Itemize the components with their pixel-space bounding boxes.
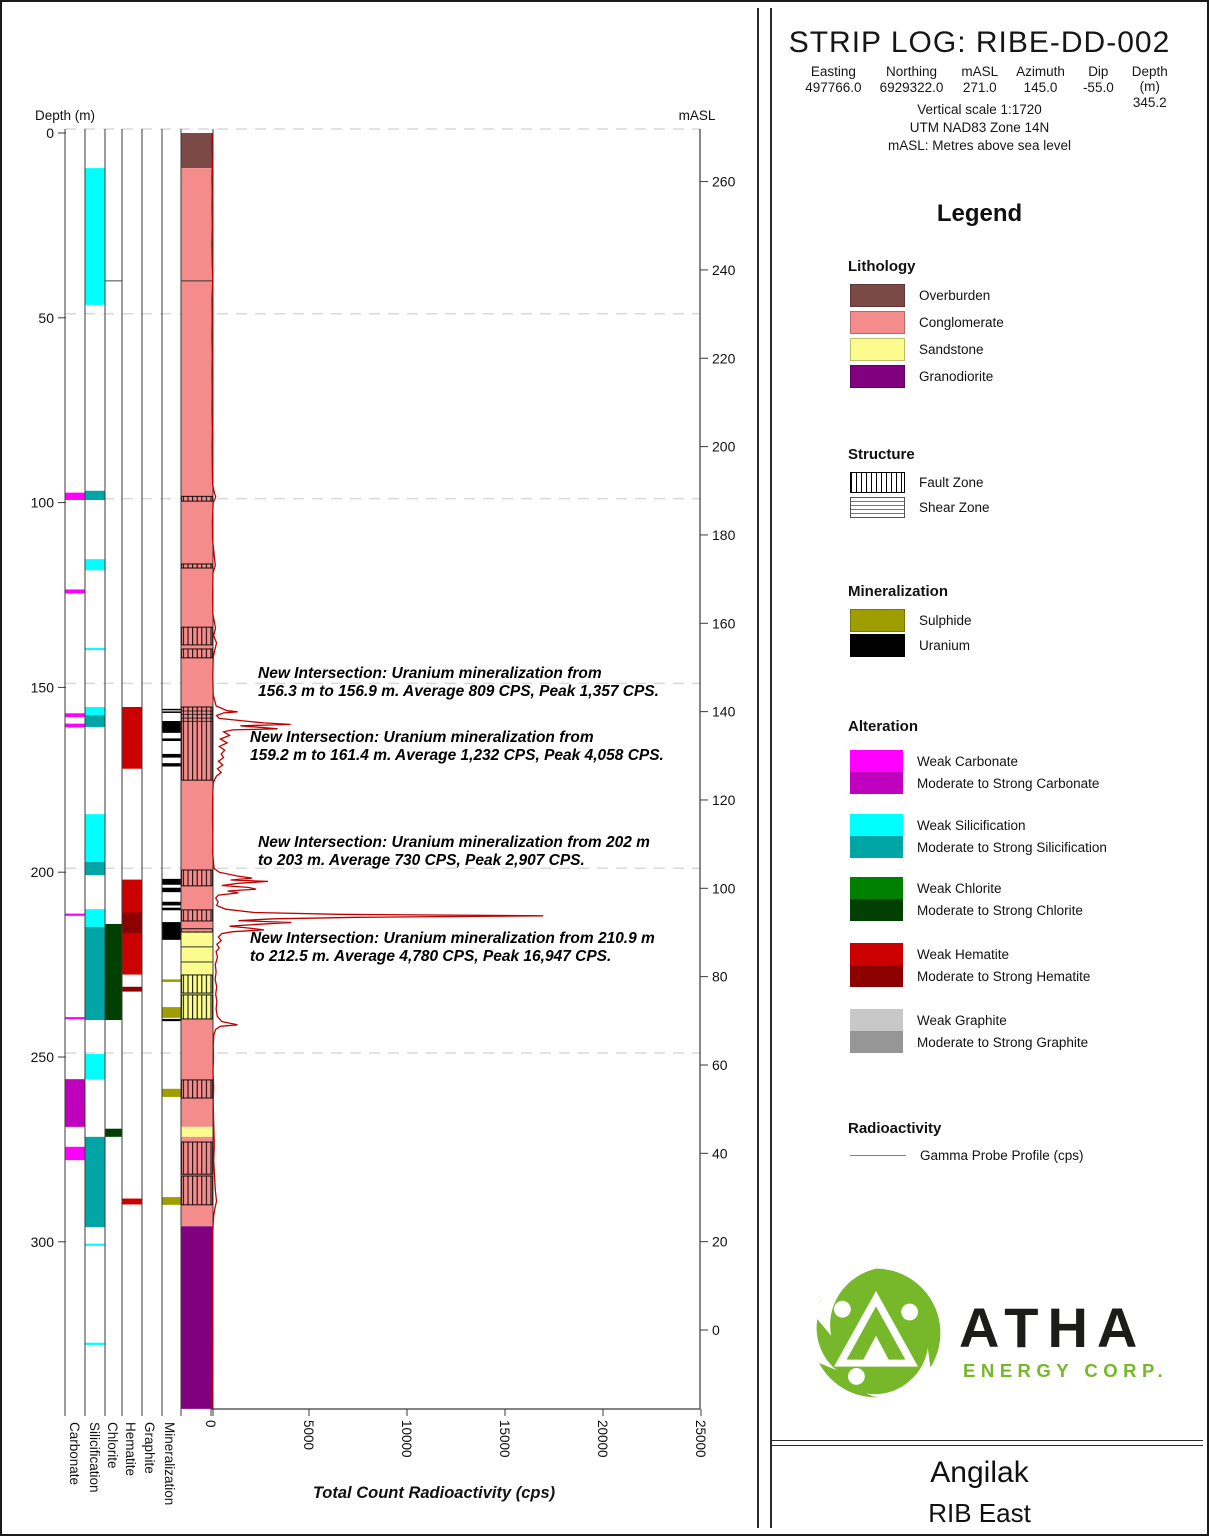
annotation-line: to 203 m. Average 730 CPS, Peak 2,907 CPS.: [258, 851, 585, 869]
masl-tick-label: 140: [712, 703, 736, 720]
fault-zone: [182, 649, 213, 658]
cps-tick-label: 25000: [693, 1420, 708, 1458]
fault-zone: [182, 995, 213, 1019]
column-label-hematite: Hematite: [123, 1422, 138, 1477]
legend-label: Weak Carbonate: [917, 753, 1019, 769]
depth-tick-label: 100: [30, 494, 54, 511]
sulphide-interval: [163, 979, 181, 982]
masl-tick-label: 200: [712, 438, 736, 455]
lithology-interval-conglomerate: [181, 168, 213, 932]
column-label-chlorite: Chlorite: [105, 1422, 120, 1469]
silicification-weak-interval: [86, 814, 105, 862]
field-label: Easting: [810, 64, 856, 79]
masl-tick-label: 20: [712, 1233, 728, 1250]
masl-tick-label: 240: [712, 261, 736, 278]
field-value: 145.0: [1023, 80, 1058, 95]
footer-divider: [770, 1440, 1203, 1446]
uranium-interval: [163, 922, 181, 940]
company-logo: [806, 1263, 1186, 1413]
cps-tick-label: 20000: [595, 1420, 610, 1458]
masl-tick-label: 0: [712, 1322, 720, 1339]
carbonate-weak-interval: [66, 589, 85, 593]
silicification-weak-interval: [86, 1244, 105, 1246]
field-value: 271.0: [962, 80, 997, 95]
legend-label: Sandstone: [919, 342, 984, 357]
legend-swatch-weak-carbonate: [850, 750, 903, 772]
silicification-weak-interval: [86, 1054, 105, 1079]
cps-tick-label: 0: [203, 1420, 218, 1428]
silicification-strong-interval: [86, 1137, 105, 1227]
carbonate-weak-interval: [66, 1147, 85, 1160]
uranium-interval: [163, 902, 181, 906]
carbonate-weak-interval: [66, 724, 85, 728]
legend-label: Overburden: [919, 288, 991, 303]
annotation-intersection-4: [250, 930, 655, 965]
legend-swatch-weak-graphite: [850, 1009, 903, 1031]
legend-label: Weak Chlorite: [917, 880, 1002, 896]
fault-zone: [182, 1080, 213, 1098]
legend-swatch-strong-chlorite: [850, 899, 903, 921]
shear-zone: [182, 929, 213, 932]
masl-definition: mASL: Metres above sea level: [887, 137, 1072, 153]
hematite-weak-interval: [123, 707, 142, 769]
project-name: Angilak: [930, 1456, 1029, 1489]
legend-swatch-granodiorite: [850, 365, 905, 388]
legend-swatch-strong-hematite: [850, 965, 903, 987]
legend-swatch-sandstone: [850, 338, 905, 361]
legend-label: Moderate to Strong Carbonate: [917, 775, 1100, 791]
legend-gamma-line: [850, 1155, 906, 1156]
hematite-weak-interval: [123, 934, 142, 975]
uranium-interval: [163, 721, 181, 733]
field-value: -55.0: [1082, 80, 1114, 95]
depth-tick-label: 300: [30, 1233, 54, 1250]
map-scale-info: [770, 101, 1189, 154]
legend-swatch-uranium: [850, 634, 905, 657]
legend-label: Weak Graphite: [917, 1012, 1007, 1028]
strip-log-chart: [2, 2, 759, 1536]
uranium-interval: [163, 711, 181, 713]
field-label: Depth (m): [1131, 64, 1168, 94]
depth-tick-label: 0: [46, 125, 54, 141]
field-value: 6929322.0: [879, 80, 944, 95]
legend-swatch-weak-silicification: [850, 814, 903, 836]
legend-label: Moderate to Strong Hematite: [917, 968, 1091, 984]
masl-tick-label: 160: [712, 615, 736, 632]
sulphide-interval: [163, 1007, 181, 1018]
legend-heading-structure: Structure: [848, 446, 915, 463]
carbonate-weak-interval: [66, 914, 85, 916]
sulphide-interval: [163, 1197, 181, 1205]
lithology-interval-conglomerate: [181, 1019, 213, 1127]
cps-axis-title: Total Count Radioactivity (cps): [312, 1484, 556, 1502]
annotation-line: 159.2 m to 161.4 m. Average 1,232 CPS, Peak 4,058 CPS.: [250, 746, 664, 764]
field-value: 497766.0: [805, 80, 862, 95]
annotation-line: to 212.5 m. Average 4,780 CPS, Peak 16,947 CPS.: [250, 947, 612, 965]
legend-heading-mineralization: Mineralization: [848, 583, 949, 600]
fault-zone: [182, 627, 213, 645]
legend-swatch-conglomerate: [850, 311, 905, 334]
legend-label: Fault Zone: [919, 475, 984, 490]
cps-tick-label: 10000: [399, 1420, 414, 1458]
legend-swatch-strong-graphite: [850, 1031, 903, 1053]
annotation-line: New Intersection: Uranium mineralization from: [258, 665, 602, 682]
legend-label: Moderate to Strong Chlorite: [917, 902, 1083, 918]
hematite-strong-interval: [123, 912, 142, 933]
silicification-weak-interval: [86, 707, 105, 715]
annotation-intersection-2: [250, 729, 664, 764]
masl-tick-label: 260: [712, 173, 736, 190]
masl-tick-label: 180: [712, 526, 736, 543]
legend-heading-radioactivity: Radioactivity: [848, 1120, 942, 1137]
masl-tick-label: 220: [712, 350, 736, 367]
masl-tick-label: 120: [712, 791, 736, 808]
chlorite-strong-interval: [106, 1129, 122, 1137]
carbonate-weak-interval: [66, 493, 85, 500]
fault-zone: [182, 1142, 213, 1174]
logo-brand-text: ATHA: [959, 1296, 1147, 1359]
uranium-interval: [163, 908, 181, 911]
legend-label: Gamma Probe Profile (cps): [920, 1147, 1084, 1163]
fault-zone: [182, 870, 213, 886]
legend-label: Uranium: [919, 638, 971, 653]
depth-tick-label: 250: [30, 1049, 54, 1065]
field-label: Northing: [885, 64, 937, 79]
legend-swatch-weak-chlorite: [850, 877, 903, 899]
legend-title: Legend: [936, 200, 1023, 227]
silicification-weak-interval: [86, 559, 105, 570]
masl-tick-label: 40: [712, 1145, 728, 1162]
chlorite-strong-interval: [106, 924, 122, 1020]
carbonate-weak-interval: [66, 713, 85, 717]
legend-label: Moderate to Strong Graphite: [917, 1034, 1089, 1050]
depth-tick-label: 150: [30, 679, 54, 696]
field-label: Azimuth: [1016, 64, 1065, 79]
silicification-strong-interval: [86, 927, 105, 1020]
hematite-strong-interval: [123, 987, 142, 992]
depth-axis-title: Depth (m): [35, 108, 96, 123]
silicification-weak-interval: [86, 909, 105, 927]
legend-swatch-sulphide: [850, 609, 905, 632]
annotation-line: New Intersection: Uranium mineralization from: [250, 729, 594, 746]
masl-tick-label: 80: [712, 968, 728, 985]
fault-zone: [182, 910, 213, 921]
fault-zone: [182, 496, 213, 501]
fault-zone: [182, 1176, 213, 1205]
fault-zone: [182, 975, 213, 993]
hematite-weak-interval: [123, 880, 142, 913]
atha-logo-icon: [806, 1263, 946, 1403]
uranium-interval: [163, 888, 181, 892]
field-value: 345.2: [1132, 95, 1167, 110]
legend-label: Granodiorite: [919, 369, 994, 384]
fault-zone: [182, 707, 213, 780]
legend-label: Moderate to Strong Silicification: [917, 839, 1107, 855]
column-label-carbonate: Carbonate: [67, 1422, 82, 1486]
lithology-interval-sandstone: [181, 1127, 213, 1137]
legend-swatch-strong-carbonate: [850, 772, 903, 794]
cps-tick-label: 5000: [301, 1420, 316, 1451]
legend-label: Weak Silicification: [917, 817, 1026, 833]
legend-label: Weak Hematite: [917, 946, 1010, 962]
lithology-interval-granodiorite: [181, 1226, 213, 1409]
annotation-line: New Intersection: Uranium mineralization from 202 m: [258, 834, 650, 851]
masl-tick-label: 60: [712, 1056, 728, 1073]
masl-tick-label: 100: [712, 880, 736, 897]
uranium-interval: [163, 738, 181, 741]
silicification-strong-interval: [86, 715, 105, 727]
annotation-line: New Intersection: Uranium mineralization from 210.9 m: [250, 930, 655, 947]
column-label-mineralization: Mineralization: [162, 1422, 177, 1506]
hematite-weak-interval: [123, 1199, 142, 1205]
uranium-interval: [163, 1019, 181, 1021]
vertical-scale: Vertical scale 1:1720: [917, 102, 1042, 117]
silicification-weak-interval: [86, 1343, 105, 1345]
uranium-interval: [163, 879, 181, 885]
legend-label: Conglomerate: [919, 315, 1004, 330]
logo-sub-text: ENERGY CORP.: [963, 1360, 1169, 1381]
silicification-strong-interval: [86, 862, 105, 875]
column-label-graphite: Graphite: [142, 1422, 157, 1474]
legend-swatch-fault-zone: [850, 472, 905, 493]
gamma-probe-profile: [212, 133, 543, 1408]
uranium-interval: [163, 754, 181, 758]
carbonate-strong-interval: [66, 1079, 85, 1127]
legend-label: Sulphide: [919, 613, 972, 628]
sulphide-interval: [163, 1089, 181, 1097]
legend-heading-lithology: Lithology: [848, 258, 916, 275]
field-label: Dip: [1088, 64, 1109, 79]
legend-swatch-overburden: [850, 284, 905, 307]
page-title: STRIP LOG: RIBE-DD-002: [788, 26, 1171, 59]
utm-zone: UTM NAD83 Zone 14N: [909, 119, 1050, 135]
legend-swatch-strong-silicification: [850, 836, 903, 858]
depth-tick-label: 200: [30, 864, 54, 881]
annotation-line: 156.3 m to 156.9 m. Average 809 CPS, Peak 1,357 CPS.: [258, 682, 659, 700]
masl-axis-title: mASL: [678, 108, 716, 123]
uranium-interval: [163, 763, 181, 766]
uranium-interval: [163, 709, 181, 711]
cps-tick-label: 15000: [497, 1420, 512, 1458]
carbonate-weak-interval: [66, 1017, 85, 1019]
lithology-interval-overburden: [181, 133, 213, 168]
legend-swatch-shear-zone: [850, 497, 905, 518]
field-label: mASL: [961, 64, 999, 79]
legend-swatch-weak-hematite: [850, 943, 903, 965]
info-panel: [770, 8, 1203, 1532]
annotation-intersection-3: [258, 834, 650, 869]
legend-heading-alteration: Alteration: [848, 718, 919, 735]
silicification-strong-interval: [86, 491, 105, 500]
silicification-weak-interval: [86, 648, 105, 650]
area-name: RIB East: [928, 1498, 1031, 1528]
depth-tick-label: 50: [38, 309, 54, 326]
column-label-silicification: Silicification: [87, 1422, 102, 1493]
silicification-weak-interval: [86, 168, 105, 305]
legend-label: Shear Zone: [919, 500, 990, 515]
annotation-intersection-1: [258, 665, 659, 700]
fault-zone: [182, 564, 213, 568]
